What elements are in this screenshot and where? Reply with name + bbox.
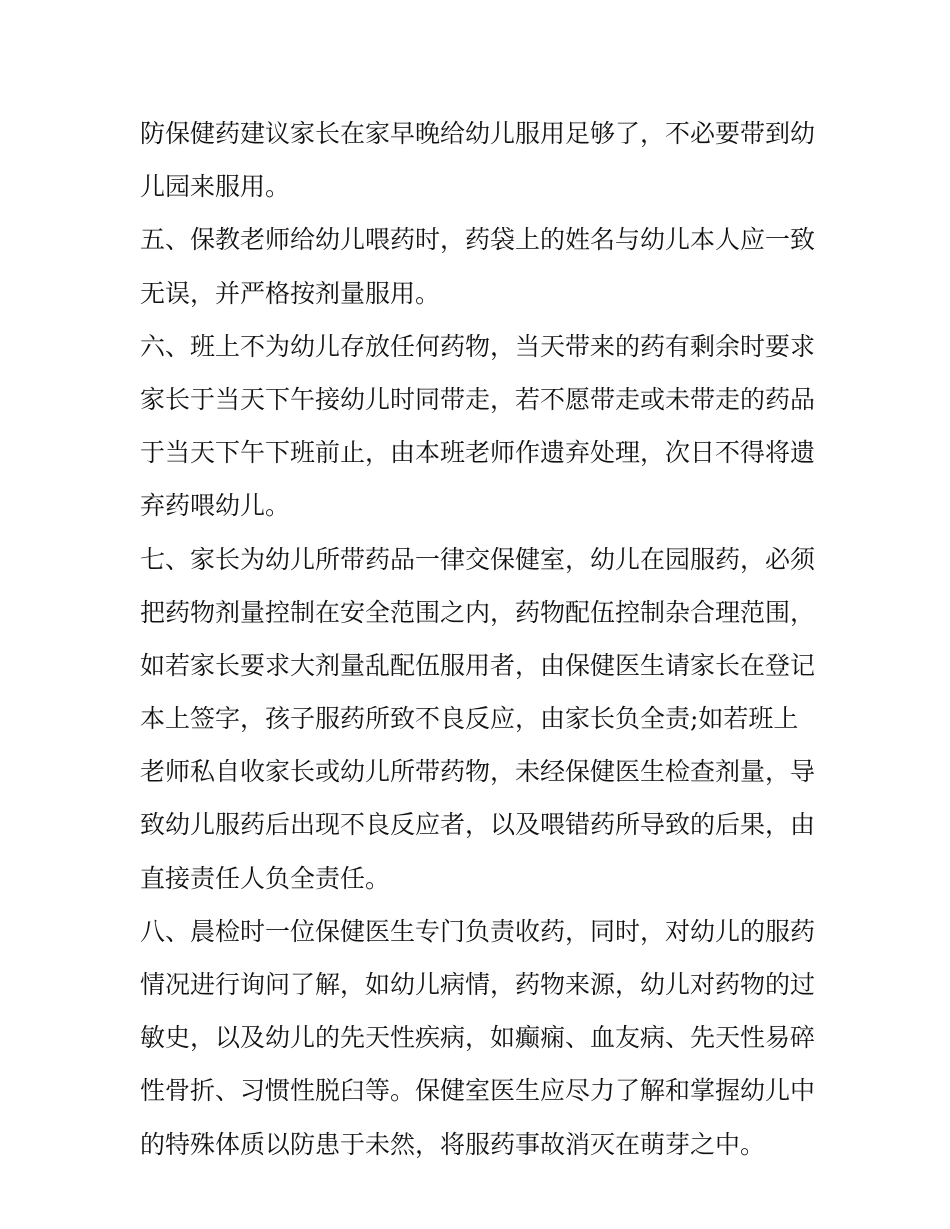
- text-line: 儿园来服用。: [140, 172, 291, 202]
- text-line: 七、家长为幼儿所带药品一律交保健室，幼儿在园服药，必须: [140, 544, 816, 574]
- text-line: 五、保教老师给幼儿喂药时，药袋上的姓名与幼儿本人应一致: [140, 225, 816, 255]
- text-line: 本上签字，孩子服药所致不良反应，由家长负全责;如若班上: [140, 704, 799, 734]
- body-text: [140, 107, 820, 1171]
- text-line: 弃药喂幼儿。: [140, 491, 291, 521]
- text-line: 老师私自收家长或幼儿所带药物，未经保健医生检查剂量，导: [140, 757, 816, 787]
- text-line: 如若家长要求大剂量乱配伍服用者，由保健医生请家长在登记: [140, 650, 816, 680]
- text-line: 直接责任人负全责任。: [140, 863, 391, 893]
- text-line: 家长于当天下午接幼儿时同带走，若不愿带走或未带走的药品: [140, 384, 816, 414]
- text-line: 敏史，以及幼儿的先天性疾病，如癫痫、血友病、先天性易碎: [140, 1023, 816, 1053]
- text-line: 致幼儿服药后出现不良反应者，以及喂错药所导致的后果，由: [140, 810, 816, 840]
- text-line: 把药物剂量控制在安全范围之内，药物配伍控制杂合理范围，: [140, 597, 816, 627]
- text-line: 的特殊体质以防患于未然，将服药事故消灭在萌芽之中。: [140, 1129, 766, 1159]
- text-line: 性骨折、习惯性脱臼等。保健室医生应尽力了解和掌握幼儿中: [140, 1076, 816, 1106]
- text-line: 防保健药建议家长在家早晚给幼儿服用足够了，不必要带到幼: [140, 119, 816, 148]
- text-line: 于当天下午下班前止，由本班老师作遗弃处理，次日不得将遗: [140, 438, 816, 468]
- text-line: 八、晨检时一位保健医生专门负责收药，同时，对幼儿的服药: [140, 916, 816, 946]
- text-line: 六、班上不为幼儿存放任何药物，当天带来的药有剩余时要求: [140, 331, 816, 361]
- text-line: 情况进行询问了解，如幼儿病情，药物来源，幼儿对药物的过: [140, 970, 816, 999]
- text-line: 无误，并严格按剂量服用。: [140, 278, 441, 308]
